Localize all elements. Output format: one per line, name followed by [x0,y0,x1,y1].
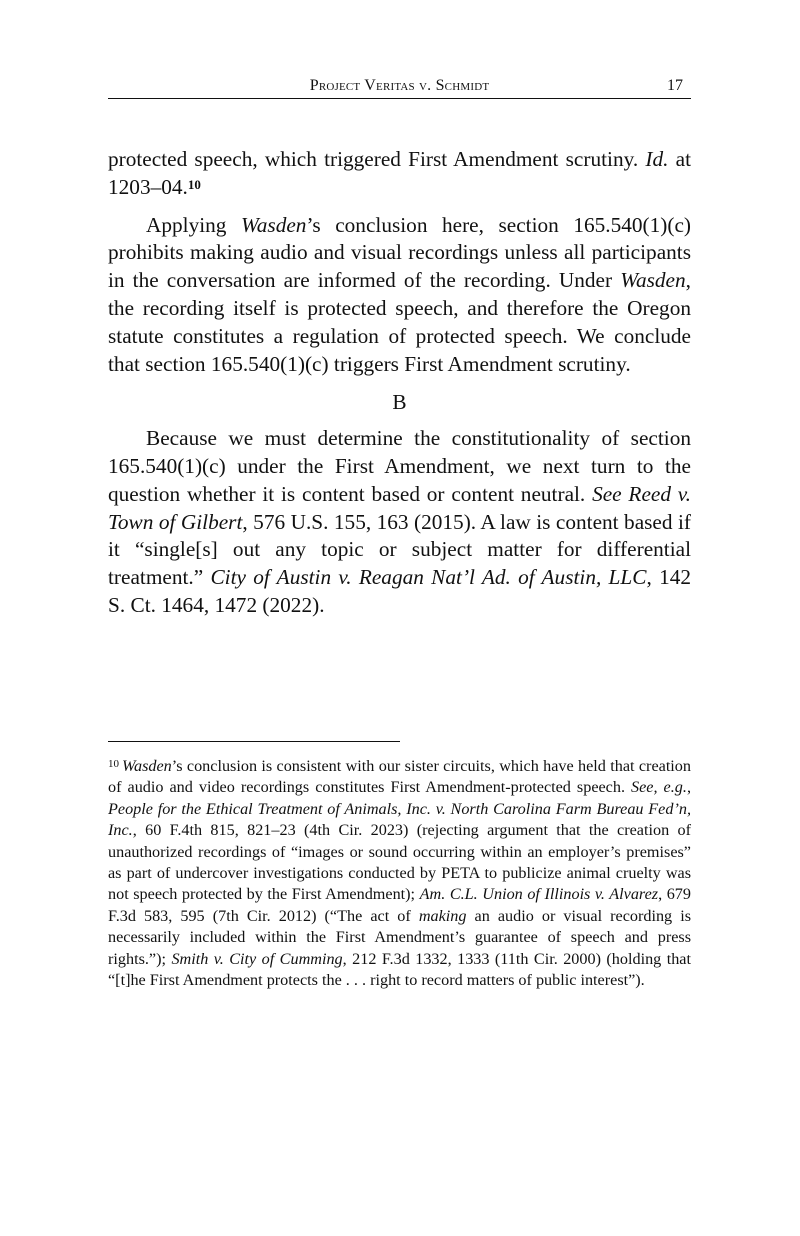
footnote-separator [108,741,400,742]
case-title: Project Veritas v. Schmidt [309,77,490,94]
header-rule [108,98,691,99]
footnote-number: 10 [108,758,119,770]
footnote-reference[interactable]: 10 [187,176,201,192]
paragraph-3: Because we must determine the constitutionality of section 165.540(1)(c) under the First Amendment, we next turn to the question whether it is content based or content neutral. See Reed v. Town of Gilbert, 576 U.S. 155, 163 (2015). A law is content based if it “single[s] out any topic or subject matter for differential treatment.” City of Austin v. Reagan Nat’l Ad. of Austin, LLC, 142 S. Ct. 1464, 1472 (2022). [108,426,692,617]
paragraph-1: protected speech, which triggered First Amendment scrutiny. Id. at 1203–04.10 [108,147,691,199]
opinion-body [108,146,691,620]
section-heading: B [392,390,407,415]
running-header [108,76,691,98]
page-number: 17 [667,77,683,94]
footnote-10: $^{10}$ Wasden’s conclusion is consistent with our sister circuits, which have held that creation of audio and video recordings constitutes First Amendment-protected speech. See, e.g., People for the Ethical Treatment of Animals, Inc. v. North Carolina Farm Bureau Fed’n, Inc., 60 F.4th 815, 821–23 (4th Cir. 2023) (rejecting argument that the creation of unauthorized recordings of “images or sound occurring within an employer’s premises” as part of undercover investigations conducted by PETA to publicize animal cruelty was not speech protected by the First Amendment); Am. C.L. Union of Illinois v. Alvarez, 679 F.3d 583, 595 (7th Cir. 2012) (“The act of making an audio or visual recording is necessarily included within the First Amendment’s guarantee of speech and press rights.”); Smith v. City of Cumming, 212 F.3d 1332, 1333 (11th Cir. 2000) (holding that “[t]he First Amendment protects the . . . right to record matters of public interest”). [108,757,692,990]
paragraph-2: Applying Wasden’s conclusion here, section 165.540(1)(c) prohibits making audio and visual recordings unless all participants in the conversation are informed of the recording. Under Wasden, the recording itself is protected speech, and therefore the Oregon statute constitutes a regulation of protected speech. We conclude that section 165.540(1)(c) triggers First Amendment scrutiny. [108,212,692,376]
